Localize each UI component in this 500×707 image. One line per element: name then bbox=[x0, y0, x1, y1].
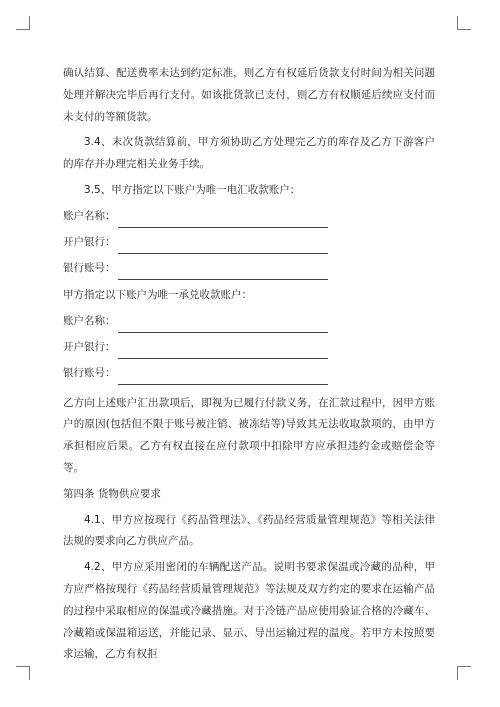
field-label: 银行账号： bbox=[63, 366, 116, 379]
field-label: 银行账号： bbox=[63, 261, 116, 274]
paragraph-acceptance-account: 甲方指定以下账户为唯一承兑收款账户： bbox=[63, 288, 252, 301]
paragraph-4-1: 4.1、甲方应按现行《药品管理法》、《药品经营质量管理规范》等相关法律法规的要求向乙方供应产品。 bbox=[63, 513, 435, 548]
paragraph-settlement: 确认结算、配送费率未达到约定标准，则乙方有权延后货款支付时间为相关问题处理并解决完毕后再行支付。如该批货款已支付，则乙方有权顺延后续应支付而未支付的等额货款。 bbox=[63, 67, 435, 123]
blank-line bbox=[118, 239, 328, 254]
wire-account-name-field bbox=[63, 204, 435, 228]
paragraph-payment-obligation: 乙方向上述账户汇出款项后，即视为已履行付款义务，在汇款过程中，因甲方账户的原因(包括但不限于账号被注销、被冻结等)导致其无法收取款项的，由甲方承担相应后果。乙方有权直接在应付款项中扣除甲方应承担违约金或赔偿金等等。 bbox=[63, 396, 435, 474]
paragraph-3-5: 3.5、甲方指定以下账户为唯一电汇收款账户： bbox=[84, 183, 301, 196]
paragraph-4-2: 4.2、甲方应采用密闭的车辆配送产品。说明书要求保温或冷藏的品种，甲方应严格按现行《药品经营质量管理规范》等法规及双方约定的要求在运输产品的过程中采取相应的保温或冷藏措施。对于冷链产品应使用验证合格的冷藏车、冷藏箱或保温箱运送，并能记录、显示、导出运输过程的温度。若甲方未按照要求运输，乙方有权拒 bbox=[63, 561, 435, 661]
blank-line bbox=[118, 265, 328, 280]
section-title: 第四条 货物供应要求 bbox=[63, 487, 161, 500]
acceptance-account-number-field bbox=[63, 361, 435, 385]
acceptance-bank-field bbox=[63, 335, 435, 359]
document-body bbox=[63, 63, 435, 666]
field-label: 账户名称： bbox=[63, 314, 116, 327]
blank-line bbox=[118, 318, 328, 333]
field-label: 账户名称： bbox=[63, 209, 116, 222]
acceptance-account-name-field bbox=[63, 309, 435, 333]
blank-line bbox=[118, 213, 328, 228]
blank-line bbox=[118, 370, 328, 385]
blank-line bbox=[118, 344, 328, 359]
field-label: 开户银行： bbox=[63, 235, 116, 248]
field-label: 开户银行： bbox=[63, 340, 116, 353]
wire-account-number-field bbox=[63, 256, 435, 280]
wire-bank-field bbox=[63, 230, 435, 254]
paragraph-3-4: 3.4、末次货款结算前，甲方须协助乙方处理完乙方的库存及乙方下游客户的库存并办理完相关业务手续。 bbox=[63, 136, 435, 171]
